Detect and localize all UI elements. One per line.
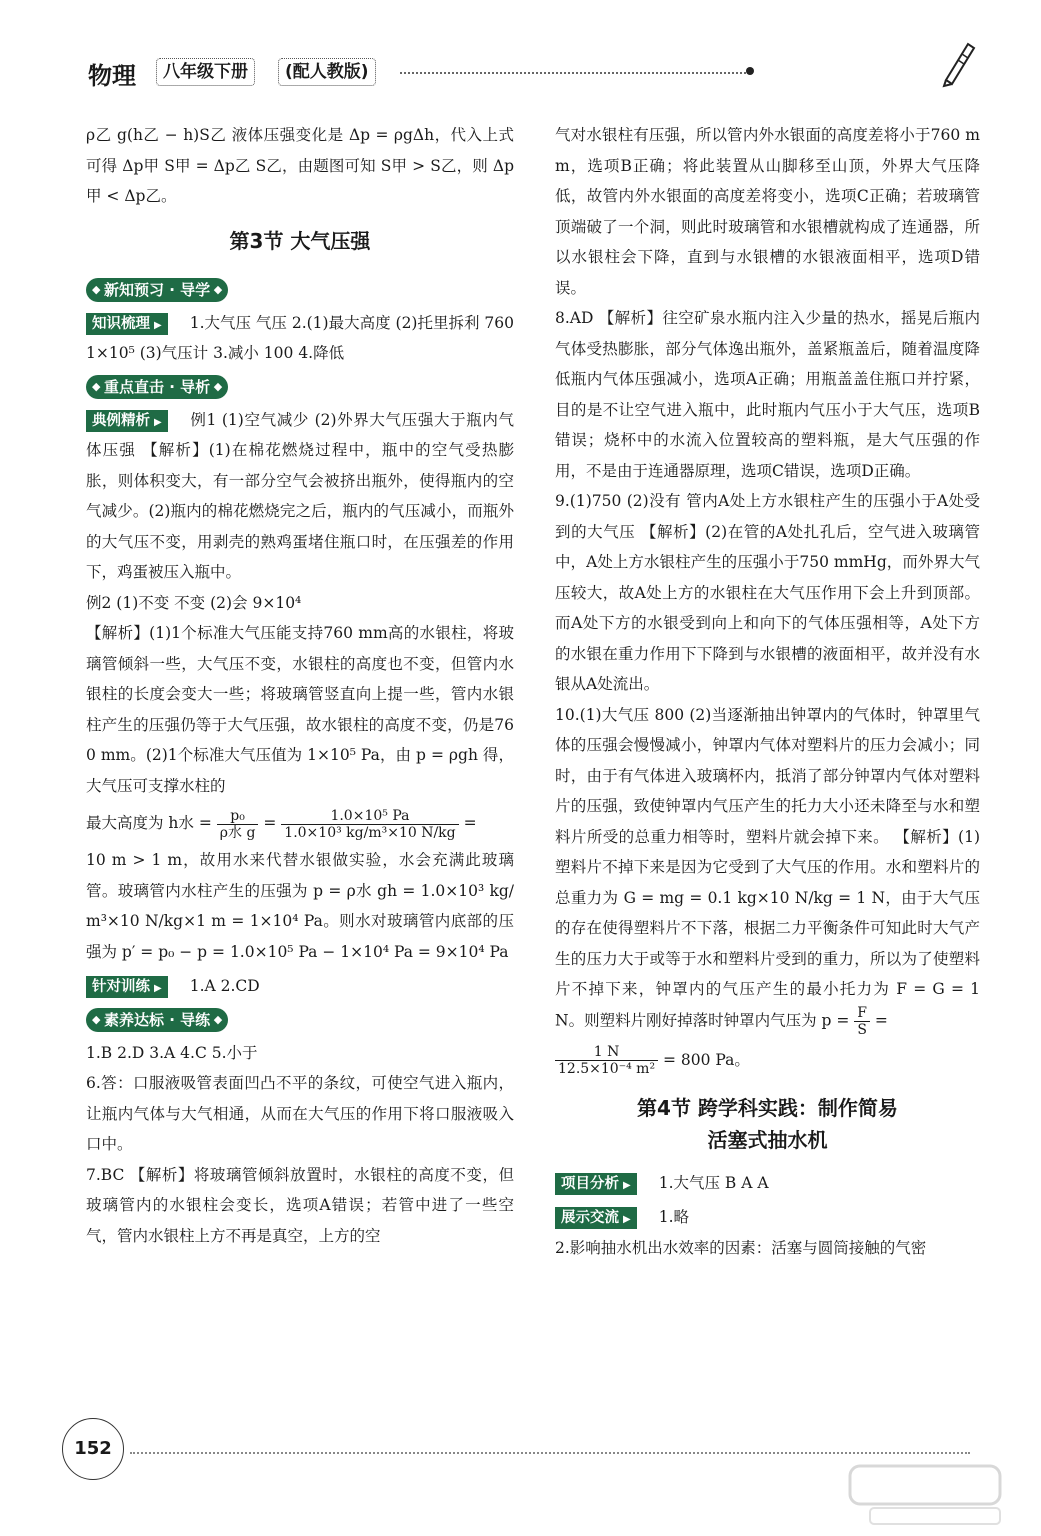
watermark-logo-icon (840, 1460, 1015, 1530)
fraction-p0: $\frac{\text{p₀}}{\text{ρ水 g}}$ (217, 808, 259, 841)
knowledge-text: 1.大气压 气压 2.(1)最大高度 (2)托里拆利 760 1×10⁵ (3)气压计 3.减小 100 4.降低 (86, 313, 514, 362)
tag-knowledge: 知识梳理 ▶ (86, 313, 168, 335)
header-edition: (配人教版) (278, 58, 376, 86)
header-dot (746, 67, 754, 75)
answer-2: 2.影响抽水机出水效率的因素：活塞与圆筒接触的气密 (555, 1238, 927, 1257)
tag-training: 针对训练 ▶ (86, 976, 168, 998)
answer-7: 7.BC 【解析】将玻璃管倾斜放置时，水银柱的高度不变，但玻璃管内的水银柱会变长，选项A错误；若管中进了一些空气，管内水银柱上方不再是真空，上方的空 (86, 1165, 514, 1245)
banner-preview: ◆ 新知预习 · 导学 ◆ (86, 278, 228, 302)
answer-10-result: $\frac{1 N}{\text{12.5×10⁻⁴ m²}}$ = 800 Pa。 (555, 1038, 980, 1082)
section-4-title: 第4节 跨学科实践：制作简易 活塞式抽水机 (637, 1095, 898, 1152)
section-3-title: 第3节 大气压强 (229, 228, 371, 253)
answer-7-cont: 气对水银柱有压强，所以管内外水银面的高度差将小于760 mm，选项B正确；将此装置从山脚移至山顶，外界大气压降低，故管内外水银面的高度差将变小，选项C正确；若玻璃管顶端破了一个洞，则此时玻璃管和水银槽就构成了连通器，所以水银柱会下降，直到与水银槽的水银液面相平，选项D错误。 (555, 126, 980, 297)
pen-icon (938, 38, 978, 88)
answers-1-5: 1.B 2.D 3.A 4.C 5.小于 (86, 1043, 258, 1062)
banner-practice: ◆ 素养达标 · 导练 ◆ (86, 1008, 228, 1032)
training-text: 1.A 2.CD (189, 977, 260, 995)
formula-line: 最大高度为 h水 = $\frac{\text{p₀}}{\text{ρ水 g}}$ = $\frac{\text{1.0×10⁵ Pa}}{\text{1.0×10³ kg/m³×10 N/kg}}$ = (86, 807, 477, 841)
answer-9: 9.(1)750 (2)没有 管内A处上方水银柱产生的压强小于A处受到的大气压 【解析】(2)在管的A处扎孔后，空气进入玻璃管中，A处上方水银柱产生的压强小于750 mmHg，而外界大气压较大，故A处上方的水银柱在大气压作用下会上升到顶部。而A处下方的水银受到向上和向下的气体压强相等，A处下方的水银在重力作用下下降到与水银槽的液面相平，故并没有水银从A处流出。 (555, 492, 980, 693)
example-2-body: 【解析】(1)1个标准大气压能支持760 mm高的水银柱，将玻璃管倾斜一些，大气压不变，水银柱的高度也不变，但管内水银柱的长度会变大一些；将玻璃管竖直向上提一些，管内水银柱产生的压强仍等于大气压强，故水银柱的高度不变，仍是760 mm。(2)1个标准大气压值为 1×10⁵ Pa，由 p = ρgh 得，大气压可支撑水柱的 (86, 624, 514, 795)
fraction-values: $\frac{\text{1.0×10⁵ Pa}}{\text{1.0×10³ kg/m³×10 N/kg}}$ (281, 808, 458, 841)
fraction-pressure: $\frac{1 N}{\text{12.5×10⁻⁴ m²}}$ (555, 1044, 658, 1077)
fraction-F-S: $\frac{F}{S}$ (854, 1005, 870, 1038)
left-column (86, 120, 514, 1251)
example-2-tail: 10 m > 1 m，故用水来代替水银做实验，水会充满此玻璃管。玻璃管内水柱产生的压强为 p = ρ水 gh = 1.0×10³ kg/m³×10 N/kg×1 m = 1×10⁴ Pa。则水对玻璃管内底部的压强为 p′ = p₀ − p = 1.0×10⁵ Pa − 1×10⁴ Pa = 9×10⁴ Pa (86, 851, 514, 961)
banner-focus: ◆ 重点直击 · 导析 ◆ (86, 375, 228, 399)
tag-example: 典例精析 ▶ (86, 410, 168, 432)
example-2-head: 例2 (1)不变 不变 (2)会 9×10⁴ (86, 593, 302, 612)
answer-10: 10.(1)大气压 800 (2)当逐渐抽出钟罩内的气体时，钟罩里气体的压强会慢慢减小，钟罩内气体对塑料片的压力会减小；同时，由于有气体进入玻璃杯内，抵消了部分钟罩内气体对塑料片的压强，致使钟罩内气压产生的托力大小还未降至与水和塑料片所受的总重力相等时，塑料片就会掉下来。 【解析】(1)塑料片不掉下来是因为它受到了大气压的作用。水和塑料片的总重力为 G = mg = 0.1 kg×10 N/kg = 1 N，由于大气压的存在使得塑料片不下落，根据二力平衡条件可知此时大气产生的压力大于或等于水和塑料片受到的重力，所以为了使塑料片不掉下来，钟罩内的气压产生的最小托力为 F = G = 1 N。则塑料片刚好掉落时钟罩内气压为 p = $\frac{F}{S}$ = (555, 705, 980, 1038)
header-grade: 八年级下册 (156, 58, 255, 86)
intro-text: ρ乙 g(h乙 − h)S乙 液体压强变化是 Δp = ρgΔh，代入上式可得 Δp甲 S甲 = Δp乙 S乙，由题图可知 S甲 > S乙，则 Δp甲 < Δp乙。 (86, 126, 514, 205)
tag-show: 展示交流 ▶ (555, 1207, 637, 1229)
project-text: 1.大气压 B A A (658, 1173, 769, 1192)
show-text: 1.略 (658, 1208, 689, 1226)
header-subject: 物理 (88, 62, 136, 90)
example-1: 例1 (1)空气减少 (2)外界大气压强大于瓶内气体压强 【解析】(1)在棉花燃烧过程中，瓶中的空气受热膨胀，则体积变大，有一部分空气会被挤出瓶外，使得瓶内的空气减少。(2)瓶内的棉花燃烧完之后，瓶内的气压减小，而瓶外的大气压不变，用剥壳的熟鸡蛋堵住瓶口时，在压强差的作用下，鸡蛋被压入瓶中。 (86, 410, 514, 581)
answer-6: 6.答：口服液吸管表面凹凸不平的条纹，可使空气进入瓶内，让瓶内气体与大气相通，从而在大气压的作用下将口服液吸入口中。 (86, 1074, 514, 1153)
tag-project: 项目分析 ▶ (555, 1173, 637, 1195)
header-divider (400, 72, 750, 74)
page-number: 152 (62, 1418, 124, 1480)
footer-divider (130, 1452, 970, 1454)
answer-8: 8.AD 【解析】往空矿泉水瓶内注入少量的热水，摇晃后瓶内气体受热膨胀，部分气体逸出瓶外，盖紧瓶盖后，随着温度降低瓶内气体压强减小，选项A正确；用瓶盖盖住瓶口并拧紧，目的是不让空气进入瓶中，此时瓶内气压小于大气压，选项B错误；烧杯中的水流入位置较高的塑料瓶，是大气压强的作用，不是由于连通器原理，选项C错误，选项D正确。 (555, 309, 980, 480)
page-header (88, 46, 988, 96)
right-column (555, 120, 980, 1263)
